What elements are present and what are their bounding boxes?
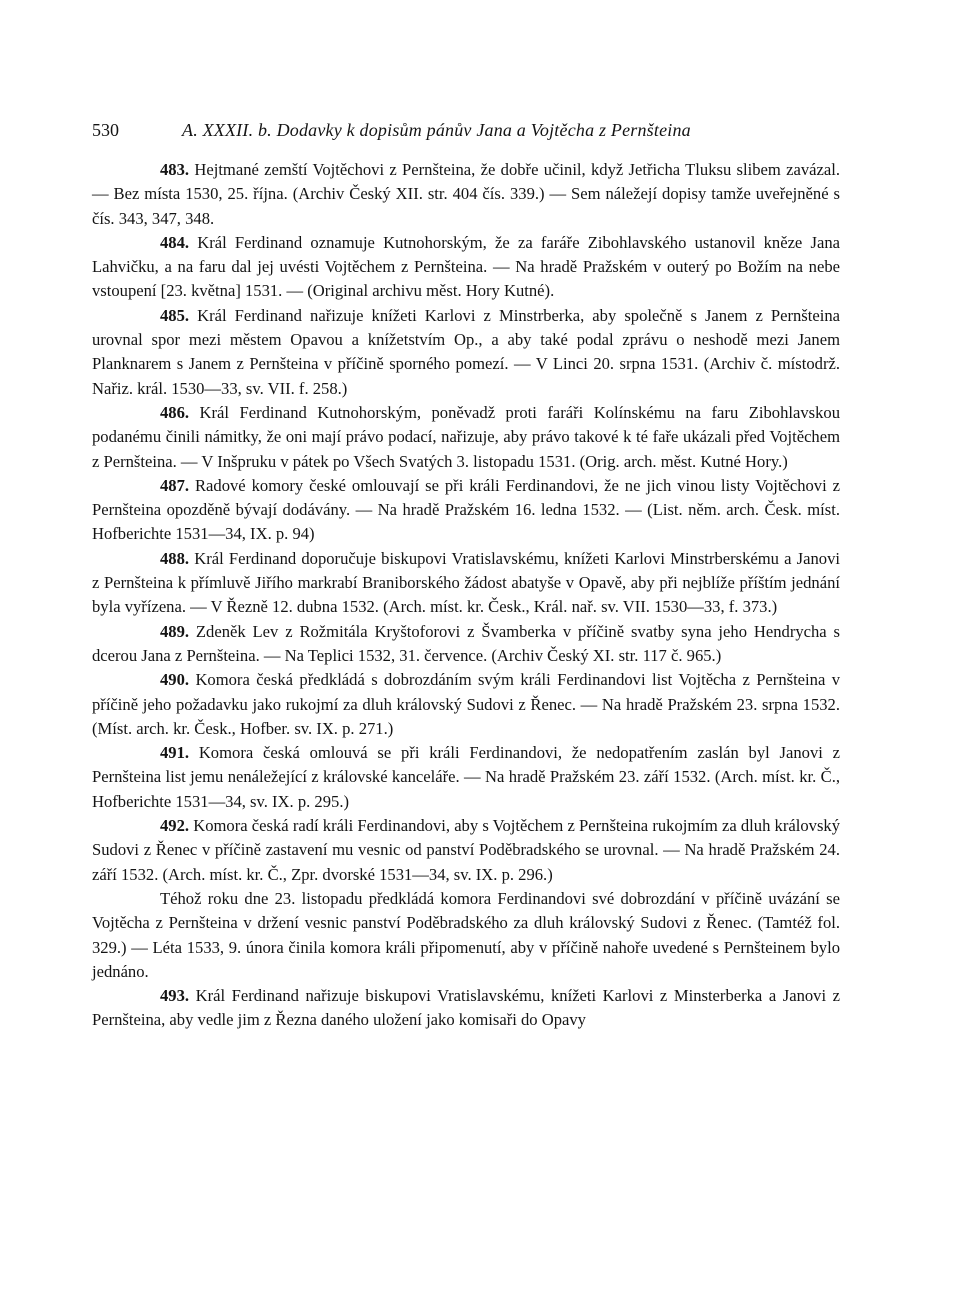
entry-number: 483. (160, 160, 190, 179)
entry-484 (92, 231, 840, 304)
entry-text: Komora česká předkládá s dobrozdáním svým králi Ferdinandovi list Vojtěcha z Pernšteina v příčině jeho požadavku jako rukojmí za dluh královský Sudovi z Řenec. — Na hradě Pražském 23. srpna 1532. (Míst. arch. kr. Česk., Hofber. sv. IX. p. 271.) (92, 670, 840, 738)
entry-490 (92, 668, 840, 741)
page-number: 530 (92, 120, 119, 140)
entry-text: Král Ferdinand oznamuje Kutnohorským, že za faráře Zibohlavského ustanovil kněze Jana Lahvičku, a na faru dal jej uvésti Vojtěchem z Pernšteina. — Na hradě Pražském v outerý po Božím na nebe vstoupení [23. května] 1531. — (Original archivu měst. Hory Kutné). (92, 232, 840, 301)
entry-492 (92, 814, 840, 887)
entry-number: 490. (160, 670, 190, 690)
entry-492-note (92, 887, 840, 984)
entry-text: Král Ferdinand nařizuje biskupovi Vratislavskému, knížeti Karlovi z Minsterberka a Janovi z Pernšteina, aby vedle jim z Řezna daného uložení jako komisaři do Opavy (92, 986, 840, 1030)
entry-number: 487. (160, 475, 190, 495)
entry-485 (92, 304, 840, 401)
document-page (92, 118, 840, 1033)
entry-number: 488. (160, 548, 190, 568)
entry-number: 489. (160, 621, 190, 641)
entry-number: 484. (160, 232, 190, 252)
entry-489 (92, 620, 840, 669)
running-header (92, 118, 840, 148)
entry-text: Zdeněk Lev z Rožmitála Kryštoforovi z Švamberka v příčině svatby syna jeho Hendrycha s dcerou Jana z Pernšteina. — Na Teplici 1532, 31. července. (Archiv Český XI. str. 117 č. 965.) (92, 621, 840, 665)
entry-text: Král Ferdinand doporučuje biskupovi Vratislavskému, knížeti Karlovi Minstrberskému a Janovi z Pernšteina k přímluvě Jiřího markrabí Braniborského žádost abatyše v Opavě, aby při nejblíže příštím jednání byla vyřízena. — V Řezně 12. dubna 1532. (Arch. míst. kr. Česk., Král. nař. sv. VII. 1530—33, f. 373.) (92, 548, 840, 617)
entry-text: Komora česká omlouvá se při králi Ferdinandovi, že nedopatřením zaslán byl Janovi z Pernšteina list jemu nenáležející z královské kanceláře. — Na hradě Pražském 23. září 1532. (Arch. míst. kr. Č., Hofberichte 1531—34, sv. IX. p. 295.) (92, 743, 840, 811)
entry-text: Komora česká radí králi Ferdinandovi, aby s Vojtěchem z Pernšteina rukojmím za dluh královský Sudovi z Řenec v příčině zastavení mu vesnic od panství Poděbradského se urovnal. — Na hradě Pražském 24. září 1532. (Arch. míst. kr. Č., Zpr. dvorské 1531—34, sv. IX. p. 296.) (92, 816, 840, 884)
running-title: A. XXXII. b. Dodavky k dopisům pánův Jana a Vojtěcha z Pernšteina (182, 120, 691, 140)
entry-491 (92, 741, 840, 814)
entry-493 (92, 984, 840, 1033)
entry-text: Radové komory české omlouvají se při králi Ferdinandovi, že ne jich vinou listy Vojtěchovi z Pernšteina opozděně bývají dodávány. — Na hradě Pražském 16. ledna 1532. — (List. něm. arch. Česk. míst. Hofberichte 1531—34, IX. p. 94) (92, 475, 840, 544)
entry-text: Král Ferdinand Kutnohorským, poněvadž proti faráři Kolínskému na faru Zibohlavskou podanému činili námitky, že oni mají právo podací, nařizuje, aby právo takové k té faře ukázali před Vojtěchem z Pernšteina. — V Inšpruku v pátek po Všech Svatých 3. listopadu 1531. (Orig. arch. měst. Kutné Hory.) (92, 402, 840, 471)
entry-number: 486. (160, 402, 190, 422)
body-text (92, 158, 840, 1033)
entry-text: Téhož roku dne 23. listopadu předkládá komora Ferdinandovi své dobrozdání v příčině uvázání se Vojtěcha z Pernšteina v držení vesnic panství Poděbradského za dluh královský Sudovi z Řenec. (Tamtéž fol. 329.) — Léta 1533, 9. února činila komora králi připomenutí, aby v příčině nahoře uvedené s Pernšteinem bylo jednáno. (92, 888, 840, 981)
entry-number: 491. (160, 743, 190, 763)
entry-486 (92, 401, 840, 474)
entry-number: 485. (160, 305, 190, 325)
entry-483 (92, 158, 840, 231)
entry-number: 492. (160, 816, 190, 836)
entry-text: Král Ferdinand nařizuje knížeti Karlovi z Minstrberka, aby společně s Janem z Pernšteina urovnal spor mezi městem Opavou a knížetstvím Op., a aby také podal zprávu o neshodě mezi Janem Planknarem s Janem z Pernšteina v příčině sporného pomezí. — V Linci 20. srpna 1531. (Archiv č. místodrž. Nařiz. král. 1530—33, sv. VII. f. 258.) (92, 305, 840, 398)
entry-488 (92, 547, 840, 620)
entry-text: Hejtmané zemští Vojtěchovi z Pernšteina, že dobře učinil, když Jetřicha Tluksu slibem zavázal. — Bez místa 1530, 25. října. (Archiv Český XII. str. 404 čís. 339.) — Sem náležejí dopisy tamže uveřejněné s čís. 343, 347, 348. (92, 160, 840, 228)
entry-number: 493. (160, 986, 190, 1006)
entry-487 (92, 474, 840, 547)
